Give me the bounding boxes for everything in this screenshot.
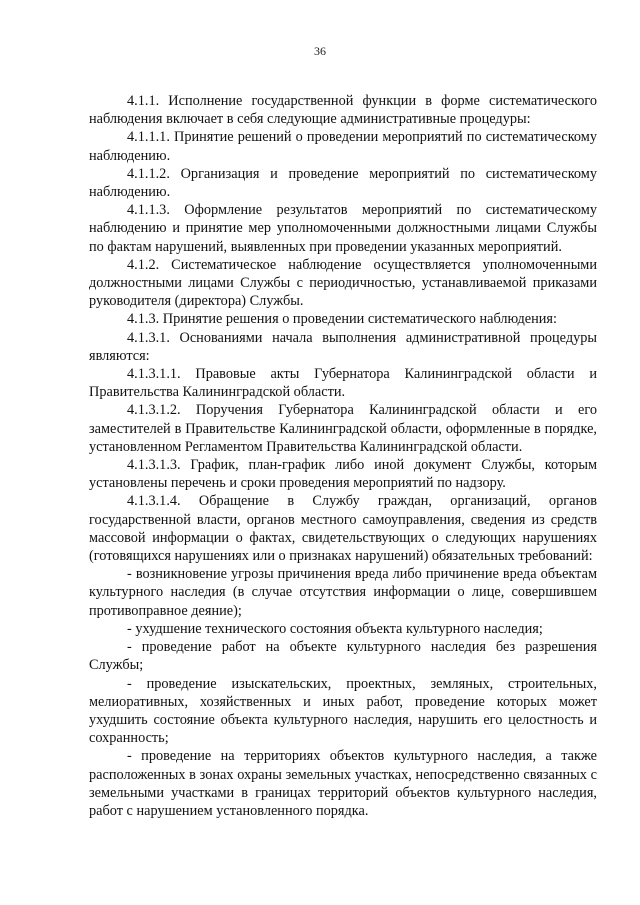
list-item-threat-of-harm: - возникновение угрозы причинения вреда либо причинение вреда объектам культурного наследия (в случае отсутствия информации о лице, совершившем противоправное деяние); <box>89 566 597 619</box>
paragraph-4-1-1: 4.1.1. Исполнение государственной функции в форме систематического наблюдения включает в себя следующие административные процедуры: <box>89 93 597 128</box>
paragraph-4-1-3-1-4: 4.1.3.1.4. Обращение в Службу граждан, организаций, органов государственной власти, органов местного самоуправления, сведения из средств массовой информации о фактах, свидетельствующих о следующих нарушениях (готовящихся нарушениях или о признаках нарушений) обязательных требований: <box>89 493 597 565</box>
paragraph-4-1-1-2: 4.1.1.2. Организация и проведение мероприятий по систематическому наблюдению. <box>89 165 597 201</box>
page-number: 36 <box>314 44 326 58</box>
paragraph-4-1-1-3: 4.1.1.3. Оформление результатов мероприятий по систематическому наблюдению и принятие мер уполномоченными должностными лицами Службы по фактам нарушений, выявленных при проведении указанных мероприятий. <box>89 202 597 255</box>
paragraph-4-1-3: 4.1.3. Принятие решения о проведении систематического наблюдения: <box>127 311 557 328</box>
list-item-damaging-works: - проведение изыскательских, проектных, земляных, строительных, мелиоративных, хозяйственных и иных работ, проведение которых может ухудшить состояние объекта культурного наследия, нарушить его целостность и сохранность; <box>89 675 597 747</box>
list-item-works-in-protected-zones: - проведение на территориях объектов культурного наследия, а также расположенных в зонах охраны земельных участках, непосредственно связанных с земельными участками в границах территорий объектов культурного наследия, работ с нарушением установленного порядка. <box>89 748 597 819</box>
paragraph-4-1-2: 4.1.2. Систематическое наблюдение осуществляется уполномоченными должностными лицами Службы с периодичностью, устанавливаемой приказами руководителя (директора) Службы. <box>89 256 597 310</box>
paragraph-4-1-3-1-2: 4.1.3.1.2. Поручения Губернатора Калининградской области и его заместителей в Правительстве Калининградской области, оформленные в порядке, установленном Регламентом Правительства Калининградской области. <box>89 402 597 455</box>
list-item-technical-deterioration: - ухудшение технического состояния объекта культурного наследия; <box>127 620 543 637</box>
paragraph-4-1-3-1-1: 4.1.3.1.1. Правовые акты Губернатора Калининградской области и Правительства Калининградской области. <box>89 366 597 401</box>
paragraph-4-1-3-1-3: 4.1.3.1.3. График, план-график либо иной документ Службы, которым установлены перечень и сроки проведения мероприятий по надзору. <box>89 457 597 492</box>
paragraph-4-1-3-1: 4.1.3.1. Основаниями начала выполнения административной процедуры являются: <box>89 329 597 364</box>
document-body <box>89 92 597 820</box>
paragraph-4-1-1-1: 4.1.1.1. Принятие решений о проведении мероприятий по систематическому наблюдению. <box>89 129 597 164</box>
list-item-unauthorized-works: - проведение работ на объекте культурного наследия без разрешения Службы; <box>89 639 597 674</box>
